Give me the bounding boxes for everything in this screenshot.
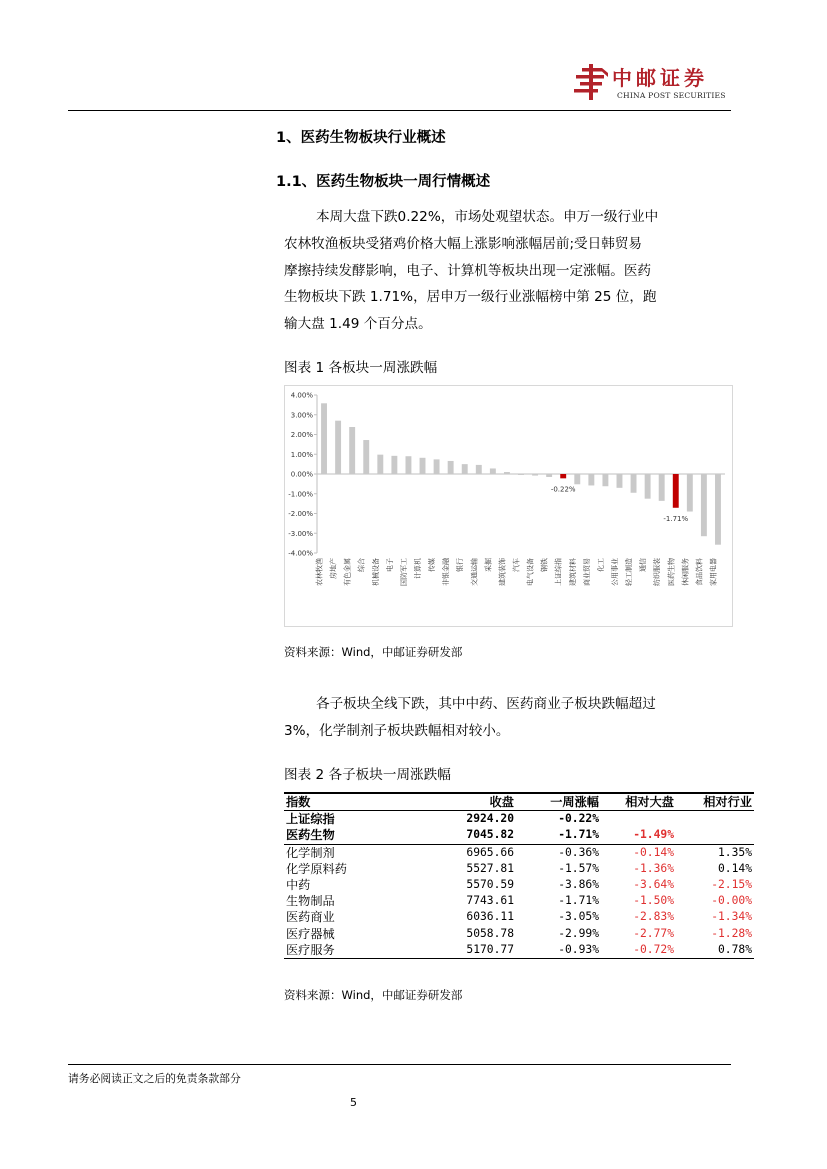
bar-建筑装饰 [504,472,510,474]
category-label: 化工 [596,558,605,572]
paragraph-line: 各子板块全线下跌，其中中药、医药商业子板块跌幅超过 [316,696,656,712]
cell-close: 7743.61 [466,894,514,908]
bar-传媒 [434,459,440,474]
table-row [284,877,754,893]
category-label: 轻工制造 [625,558,634,586]
cell-weekly-change: -0.22% [558,812,599,826]
bar-采掘 [490,468,496,474]
market-summary-paragraph [284,204,731,338]
cell-close: 6965.66 [466,845,514,859]
cell-relative-industry: 1.35% [717,845,752,859]
paragraph-line: 生物板块下跌 1.71%，居申万一级行业涨幅榜中第 25 位，跑 [284,289,657,306]
cell-weekly-change: -1.57% [558,861,599,875]
subsection-heading: 1.1、医药生物板块一周行情概述 [276,174,491,190]
category-label: 综合 [357,558,366,572]
cell-index: 医药生物 [284,827,384,844]
category-label: 交通运输 [470,558,479,586]
bar-食品饮料 [701,474,707,536]
bar-建筑材料 [574,474,580,484]
table-row [284,827,754,844]
bar-化工 [602,474,608,486]
category-label: 银行 [456,558,465,572]
table-row [284,909,754,925]
y-tick-label: 1.00% [290,450,313,459]
paragraph-line: 3%，化学制剂子板块跌幅相对较小。 [284,722,510,739]
y-tick-label: -4.00% [288,549,313,558]
logo-mark-icon [572,64,610,100]
chart-svg [285,386,734,628]
cell-weekly-change: -0.36% [558,845,599,859]
category-label: 传媒 [428,558,437,572]
cell-relative-market: -2.77% [633,926,674,940]
category-label: 纺织服装 [653,558,662,586]
figure2-caption: 图表 2 各子板块一周涨跌幅 [284,767,451,783]
table-row [284,861,754,877]
bar-钢铁 [546,474,552,477]
cell-weekly-change: -2.99% [558,926,599,940]
figure1-caption: 图表 1 各板块一周涨跌幅 [284,360,438,376]
bar-非银金融 [448,461,454,474]
bar-机械设备 [377,455,383,474]
header-index: 指数 [284,793,384,811]
table-row [284,811,754,828]
cell-close: 5170.77 [384,942,516,959]
category-label: 机械设备 [371,558,380,586]
cell-relative-market: -1.36% [633,861,674,875]
header-rule [68,110,731,111]
cell-relative-industry: -0.00% [711,894,752,908]
category-label: 商业贸易 [582,558,591,586]
category-label: 电气设备 [526,558,535,586]
bar-计算机 [420,458,426,474]
table-row [284,844,754,861]
paragraph-line: 农林牧渔板块受猪鸡价格大幅上涨影响涨幅居前;受日韩贸易 [284,235,643,252]
category-label: 食品饮料 [695,558,704,586]
cell-relative-industry [676,811,754,828]
section-heading: 1、医药生物板块行业概述 [276,130,446,146]
category-label: 国防军工 [399,558,408,586]
bar-汽车 [518,474,524,475]
header-close: 收盘 [384,793,516,811]
bar-轻工制造 [631,474,637,493]
cell-close: 5527.81 [466,861,514,875]
y-tick-label: -2.00% [288,510,313,518]
company-logo [572,62,732,106]
y-tick-label: 3.00% [290,411,313,420]
category-label: 房地产 [329,558,338,579]
y-tick-label: -3.00% [288,529,313,538]
category-label: 农林牧渔 [315,558,324,586]
category-label: 有色金属 [343,558,352,586]
cell-weekly-change: -3.05% [558,910,599,924]
cell-relative-industry: 0.14% [717,861,752,875]
page-number: 5 [350,1096,357,1109]
cell-relative-industry: -2.15% [711,878,752,892]
cell-weekly-change: -3.86% [558,878,599,892]
cell-close: 2924.20 [466,812,514,826]
y-tick-label: 0.00% [290,470,313,479]
cell-weekly-change: -1.71% [558,894,599,908]
cell-index: 中药 [286,878,311,893]
category-label: 家用电器 [709,558,718,586]
category-label: 公用事业 [610,558,619,586]
cell-index: 生物制品 [286,894,335,909]
bar-家用电器 [715,474,721,545]
header-weekly-change: 一周涨幅 [516,793,601,811]
cell-close: 7045.82 [384,827,516,844]
bar-农林牧渔 [321,403,327,474]
header-relative-industry: 相对行业 [676,793,754,811]
cell-relative-market: -1.50% [633,894,674,908]
y-tick-label: 2.00% [290,431,313,439]
cell-relative-market: -0.14% [633,845,674,859]
cell-index: 医疗器械 [286,926,335,941]
table-row [284,926,754,942]
bar-公用事业 [617,474,623,488]
category-label: 建筑装饰 [498,558,507,586]
sector-performance-chart [284,385,733,627]
cell-weekly-change: -1.71% [516,827,601,844]
bar-银行 [462,464,468,474]
cell-close: 5570.59 [466,878,514,892]
cell-relative-industry: 0.78% [676,942,754,959]
bar-纺织服装 [659,474,665,501]
cell-index: 医疗服务 [284,942,384,959]
bar-交通运输 [476,465,482,474]
category-label: 通信 [639,558,648,572]
logo-chinese-name: 中邮证券 [612,66,708,90]
y-tick-label: 4.00% [290,391,313,400]
category-label: 上证综指 [554,558,563,586]
paragraph-line: 摩擦持续发酵影响，电子、计算机等板块出现一定涨幅。医药 [284,262,652,279]
cell-index: 化学制剂 [286,845,335,860]
table-row [284,942,754,959]
bar-国防军工 [405,456,411,474]
cell-relative-market: -0.72% [601,942,676,959]
cell-relative-market: -2.83% [633,910,674,924]
data-label: -1.71% [663,514,689,523]
category-label: 汽车 [512,558,521,572]
cell-index: 医药商业 [286,910,335,925]
paragraph-line: 输大盘 1.49 个百分点。 [284,316,432,333]
cell-relative-market: -1.49% [601,827,676,844]
category-label: 采掘 [484,558,493,572]
footer-rule [68,1064,731,1065]
category-label: 钢铁 [540,558,549,572]
bar-医药生物 [673,474,679,508]
category-label: 电子 [385,558,394,572]
cell-index: 上证综指 [286,812,335,827]
table-header-row [284,793,754,811]
cell-relative-industry [676,827,754,844]
cell-relative-industry: -1.34% [711,910,752,924]
category-label: 建筑材料 [568,558,577,586]
y-tick-label: -1.00% [288,490,313,499]
bar-综合 [363,440,369,474]
bar-通信 [645,474,651,499]
subsector-summary-paragraph [284,691,731,745]
bar-商业贸易 [588,474,594,485]
cell-relative-market [601,811,676,828]
bar-休闲服务 [687,474,693,512]
bar-电子 [391,456,397,474]
header-relative-market: 相对大盘 [601,793,676,811]
cell-relative-market: -3.64% [633,878,674,892]
cell-close: 6036.11 [466,910,514,924]
bar-上证综指 [560,474,566,478]
figure2-source: 资料来源：Wind，中邮证券研发部 [284,988,463,1002]
cell-weekly-change: -0.93% [516,942,601,959]
logo-english-name: CHINA POST SECURITIES [617,91,726,100]
category-label: 医药生物 [667,558,676,586]
subsector-table [284,792,754,959]
data-label: -0.22% [550,485,576,494]
category-label: 休闲服务 [681,558,690,586]
cell-relative-industry: -1.28% [711,926,752,940]
bar-有色金属 [349,427,355,474]
disclaimer-note: 请务必阅读正文之后的免责条款部分 [68,1072,241,1085]
cell-index: 化学原料药 [286,861,347,876]
table-row [284,893,754,909]
category-label: 计算机 [414,558,423,579]
figure1-source: 资料来源：Wind，中邮证券研发部 [284,645,463,659]
cell-close: 5058.78 [466,926,514,940]
category-label: 非银金融 [442,558,451,586]
bar-电气设备 [532,474,538,476]
paragraph-line: 本周大盘下跌0.22%，市场处观望状态。申万一级行业中 [316,209,659,225]
bar-房地产 [335,421,341,474]
